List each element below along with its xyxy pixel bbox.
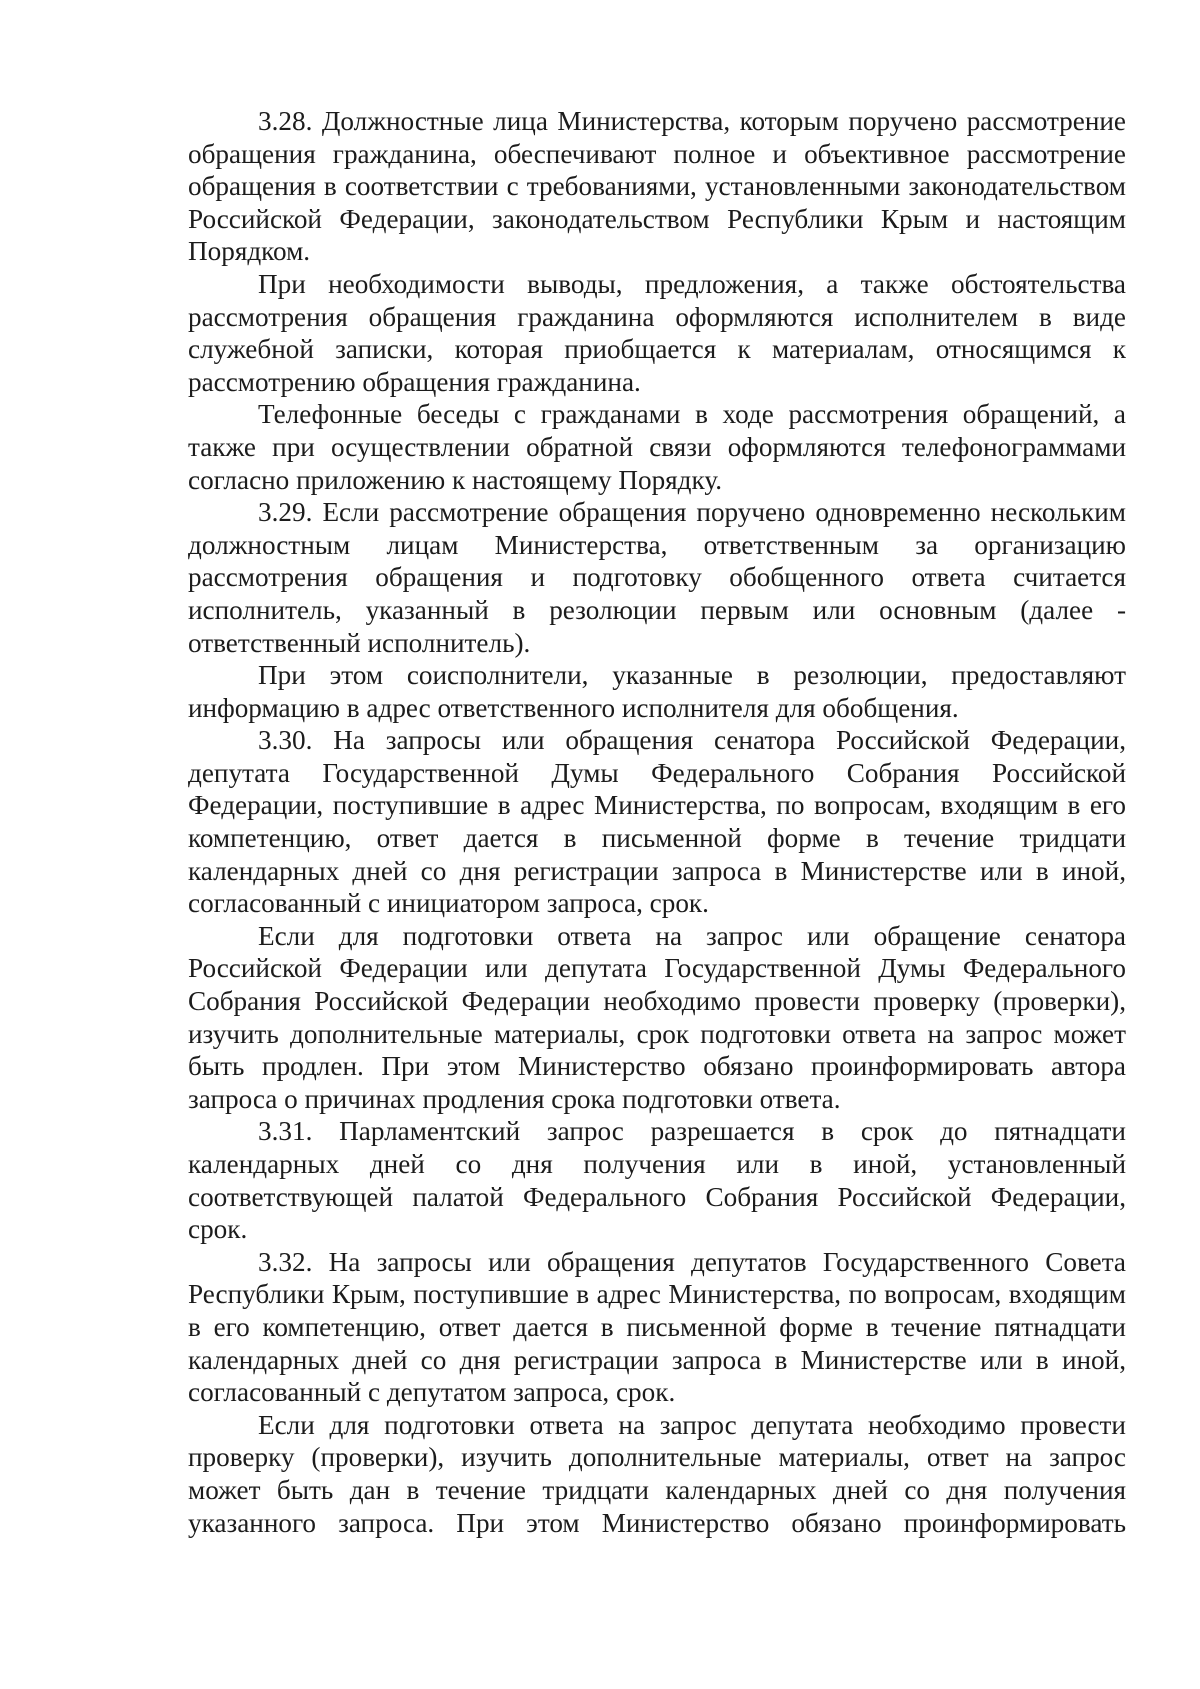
paragraph-3-30: 3.30. На запросы или обращения сенатора Российской Федерации, депутата Государственной Думы Федерального Собрания Российской Федерации, поступившие в адрес Министерства, по вопросам, входящим в его компетенцию, ответ дается в письменной форме в течение тридцати календарных дней со дня регистрации запроса в Министерстве или в иной, согласованный с инициатором запроса, срок. (188, 725, 1126, 919)
paragraph-co-executors: При этом соисполнители, указанные в резолюции, предоставляют информацию в адрес ответственного исполнителя для обобщения. (188, 660, 1126, 723)
paragraph-3-29: 3.29. Если рассмотрение обращения поручено одновременно нескольким должностным лицам Министерства, ответственным за организацию рассмотрения обращения и подготовку обобщенного ответа считается исполнитель, указанный в резолюции первым или основным (далее - ответственный исполнитель). (188, 497, 1126, 658)
paragraph-phone-calls: Телефонные беседы с гражданами в ходе рассмотрения обращений, а также при осуществлении обратной связи оформляются телефонограммами согласно приложению к настоящему Порядку. (188, 399, 1126, 495)
paragraph-deputy-extension: Если для подготовки ответа на запрос депутата необходимо провести проверку (проверки), изучить дополнительные материалы, ответ на запрос может быть дан в течение тридцати календарных дней со дня получения указанного запроса. При этом Министерство обязано проинформировать (188, 1409, 1126, 1538)
paragraph-service-note: При необходимости выводы, предложения, а также обстоятельства рассмотрения обращения гражданина оформляются исполнителем в виде служебной записки, которая приобщается к материалам, относящимся к рассмотрению обращения гражданина. (188, 268, 1126, 397)
paragraph-3-28: 3.28. Должностные лица Министерства, которым поручено рассмотрение обращения гражданина, обеспечивают полное и объективное рассмотрение обращения в соответствии с требованиями, установленными законодательством Российской Федерации, законодательством Республики Крым и настоящим Порядком. (188, 106, 1126, 267)
document-body (188, 105, 1126, 1539)
paragraph-3-32: 3.32. На запросы или обращения депутатов Государственного Совета Республики Крым, поступившие в адрес Министерства, по вопросам, входящим в его компетенцию, ответ дается в письменной форме в течение пятнадцати календарных дней со дня регистрации запроса в Министерстве или в иной, согласованный с депутатом запроса, срок. (188, 1246, 1126, 1408)
paragraph-3-31: 3.31. Парламентский запрос разрешается в срок до пятнадцати календарных дней со дня получения или в иной, установленный соответствующей палатой Федерального Собрания Российской Федерации, срок. (188, 1116, 1126, 1245)
paragraph-extension: Если для подготовки ответа на запрос или обращение сенатора Российской Федерации или депутата Государственной Думы Федерального Собрания Российской Федерации необходимо провести проверку (проверки), изучить дополнительные материалы, срок подготовки ответа на запрос может быть продлен. При этом Министерство обязано проинформировать автора запроса о причинах продления срока подготовки ответа. (188, 920, 1126, 1114)
